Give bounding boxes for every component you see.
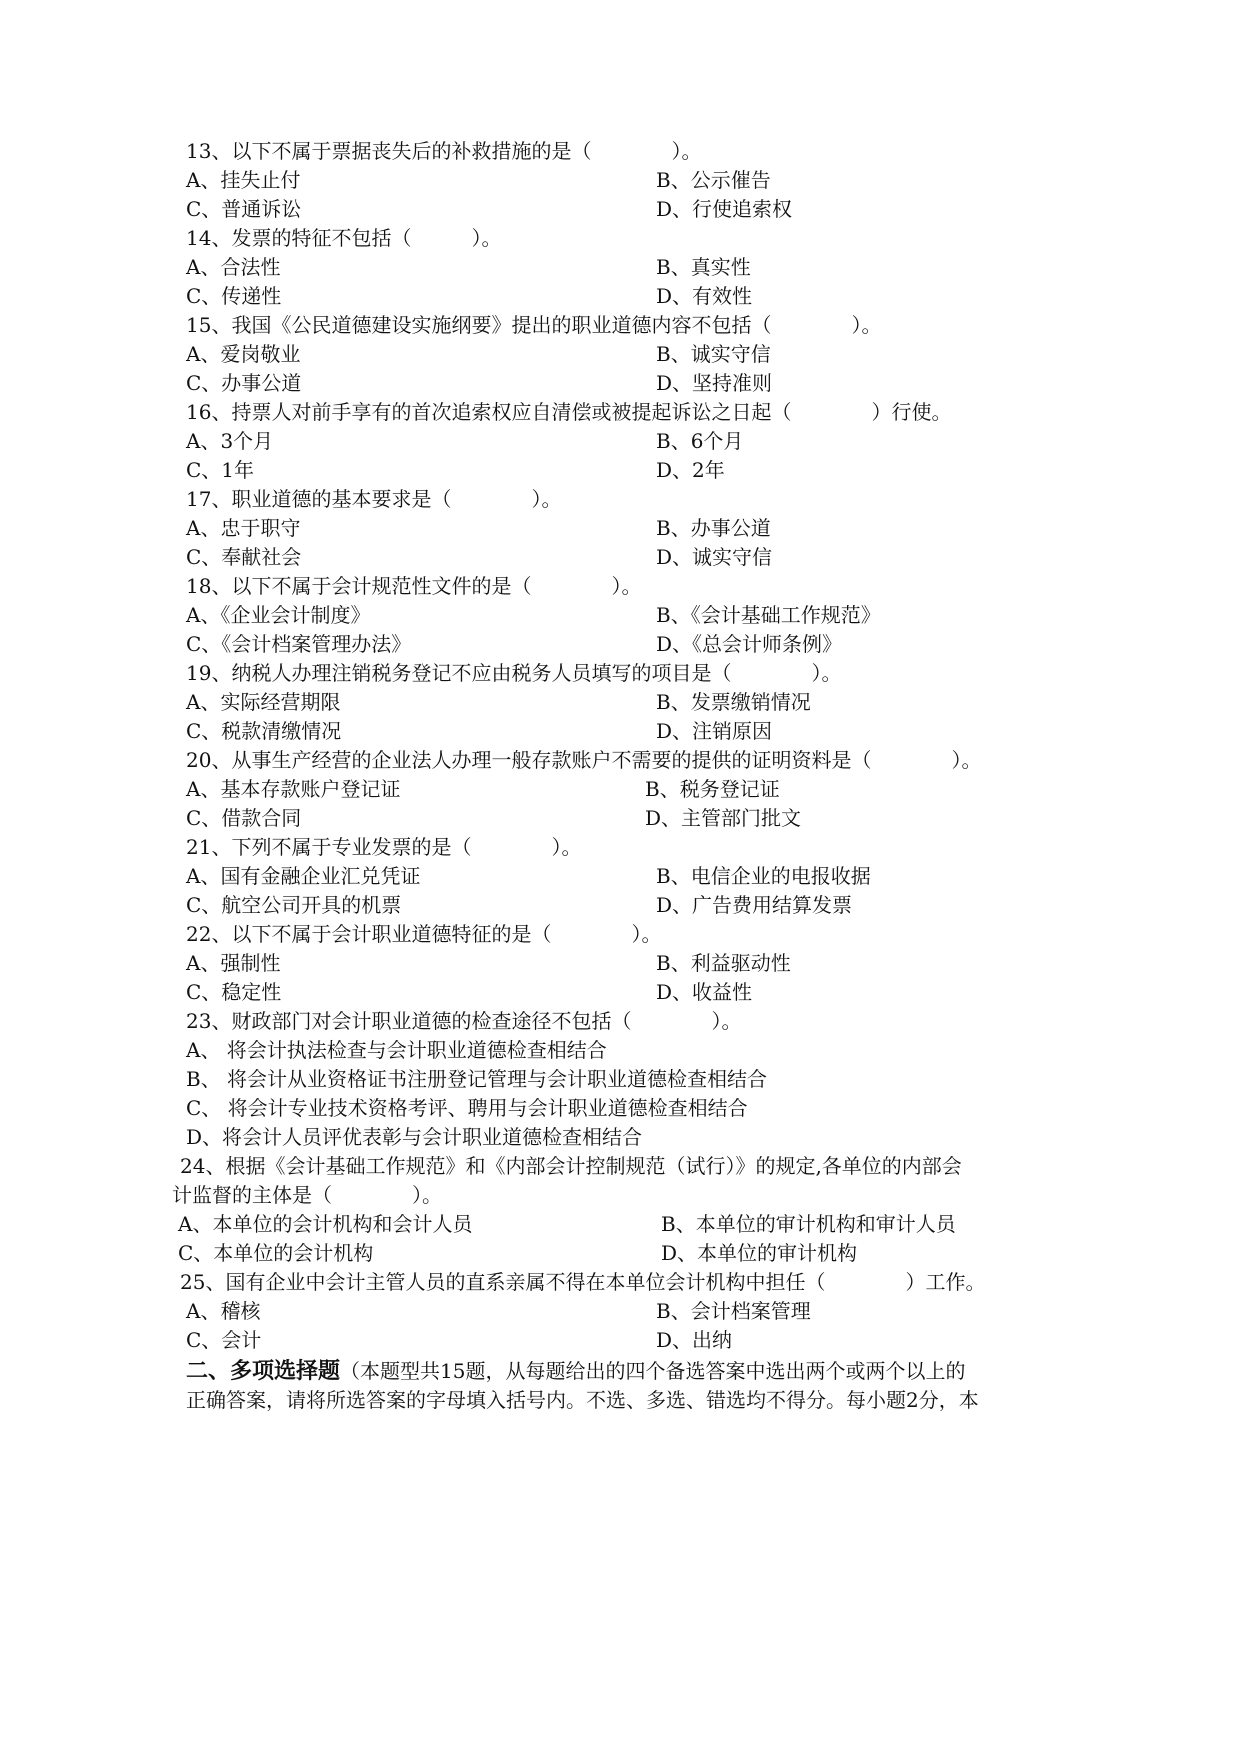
option-d: D、有效性 xyxy=(656,284,753,308)
question-17: 17、职业道德的基本要求是（ ）。 xyxy=(186,487,562,511)
option-d: D、诚实守信 xyxy=(656,545,773,569)
option-b: B、电信企业的电报收据 xyxy=(656,864,871,888)
option-a: A、国有金融企业汇兑凭证 xyxy=(186,864,421,888)
option-d: D、《总会计师条例》 xyxy=(656,632,843,656)
question-25: 25、国有企业中会计主管人员的直系亲属不得在本单位会计机构中担任（ ）工作。 xyxy=(180,1270,986,1294)
question-24: 24、根据《会计基础工作规范》和《内部会计控制规范（试行）》的规定,各单位的内部会 xyxy=(180,1154,962,1178)
option-a: A、挂失止付 xyxy=(186,168,301,192)
option-c: C、 将会计专业技术资格考评、聘用与会计职业道德检查相结合 xyxy=(186,1096,748,1120)
option-c: C、办事公道 xyxy=(186,371,302,395)
option-d: D、2年 xyxy=(656,458,725,482)
section-2-intro: （本题型共15题，从每题给出的四个备选答案中选出两个或两个以上的 xyxy=(340,1359,966,1383)
option-b: B、公示催告 xyxy=(656,168,771,192)
option-c: C、奉献社会 xyxy=(186,545,302,569)
option-b: B、利益驱动性 xyxy=(656,951,791,975)
option-b: B、 将会计从业资格证书注册登记管理与会计职业道德检查相结合 xyxy=(186,1067,768,1091)
option-a: A、实际经营期限 xyxy=(186,690,341,714)
section-2-title: 二、多项选择题 xyxy=(186,1359,341,1384)
question-16: 16、持票人对前手享有的首次追索权应自清偿或被提起诉讼之日起（ ）行使。 xyxy=(186,400,952,424)
question-15: 15、我国《公民道德建设实施纲要》提出的职业道德内容不包括（ ）。 xyxy=(186,313,882,337)
option-a: A、爱岗敬业 xyxy=(186,342,301,366)
option-a: A、强制性 xyxy=(186,951,281,975)
question-13: 13、以下不属于票据丧失后的补救措施的是（ ）。 xyxy=(186,139,702,163)
option-b: B、诚实守信 xyxy=(656,342,771,366)
option-d: D、广告费用结算发票 xyxy=(656,893,853,917)
option-b: B、真实性 xyxy=(656,255,751,279)
question-14: 14、发票的特征不包括（ ）。 xyxy=(186,226,502,250)
option-c: C、普通诉讼 xyxy=(186,197,302,221)
option-c: C、借款合同 xyxy=(186,806,302,830)
option-c: C、会计 xyxy=(186,1328,262,1352)
option-a: A、本单位的会计机构和会计人员 xyxy=(178,1212,473,1236)
section-2-line-2: 正确答案，请将所选答案的字母填入括号内。不选、多选、错选均不得分。每小题2分，本 xyxy=(186,1388,979,1412)
option-d: D、注销原因 xyxy=(656,719,773,743)
option-c: C、传递性 xyxy=(186,284,282,308)
option-b: B、会计档案管理 xyxy=(656,1299,811,1323)
question-23: 23、财政部门对会计职业道德的检查途径不包括（ ）。 xyxy=(186,1009,742,1033)
section-2-line-1 xyxy=(186,1358,965,1385)
option-b: B、《会计基础工作规范》 xyxy=(656,603,881,627)
option-c: C、本单位的会计机构 xyxy=(178,1241,374,1265)
option-c: C、稳定性 xyxy=(186,980,282,1004)
question-21: 21、下列不属于专业发票的是（ ）。 xyxy=(186,835,582,859)
option-c: C、航空公司开具的机票 xyxy=(186,893,402,917)
option-d: D、主管部门批文 xyxy=(645,806,802,830)
option-d: D、行使追索权 xyxy=(656,197,793,221)
question-18: 18、以下不属于会计规范性文件的是（ ）。 xyxy=(186,574,642,598)
option-a: A、基本存款账户登记证 xyxy=(186,777,401,801)
option-d: D、收益性 xyxy=(656,980,753,1004)
option-b: B、办事公道 xyxy=(656,516,771,540)
option-a: A、忠于职守 xyxy=(186,516,301,540)
option-b: B、6个月 xyxy=(656,429,744,453)
question-20: 20、从事生产经营的企业法人办理一般存款账户不需要的提供的证明资料是（ ）。 xyxy=(186,748,982,772)
option-d: D、本单位的审计机构 xyxy=(661,1241,858,1265)
option-c: C、1年 xyxy=(186,458,255,482)
question-22: 22、以下不属于会计职业道德特征的是（ ）。 xyxy=(186,922,662,946)
option-a: A、《企业会计制度》 xyxy=(186,603,371,627)
option-a: A、合法性 xyxy=(186,255,281,279)
option-d: D、出纳 xyxy=(656,1328,733,1352)
option-a: A、3个月 xyxy=(186,429,274,453)
option-a: A、稽核 xyxy=(186,1299,261,1323)
option-c: C、税款清缴情况 xyxy=(186,719,342,743)
option-b: B、税务登记证 xyxy=(645,777,780,801)
option-a: A、 将会计执法检查与会计职业道德检查相结合 xyxy=(186,1038,607,1062)
option-d: D、将会计人员评优表彰与会计职业道德检查相结合 xyxy=(186,1125,643,1149)
option-d: D、坚持准则 xyxy=(656,371,773,395)
option-b: B、发票缴销情况 xyxy=(656,690,811,714)
option-c: C、《会计档案管理办法》 xyxy=(186,632,412,656)
question-24-cont: 计监督的主体是（ ）。 xyxy=(172,1183,442,1207)
option-b: B、本单位的审计机构和审计人员 xyxy=(661,1212,956,1236)
question-19: 19、纳税人办理注销税务登记不应由税务人员填写的项目是（ ）。 xyxy=(186,661,842,685)
